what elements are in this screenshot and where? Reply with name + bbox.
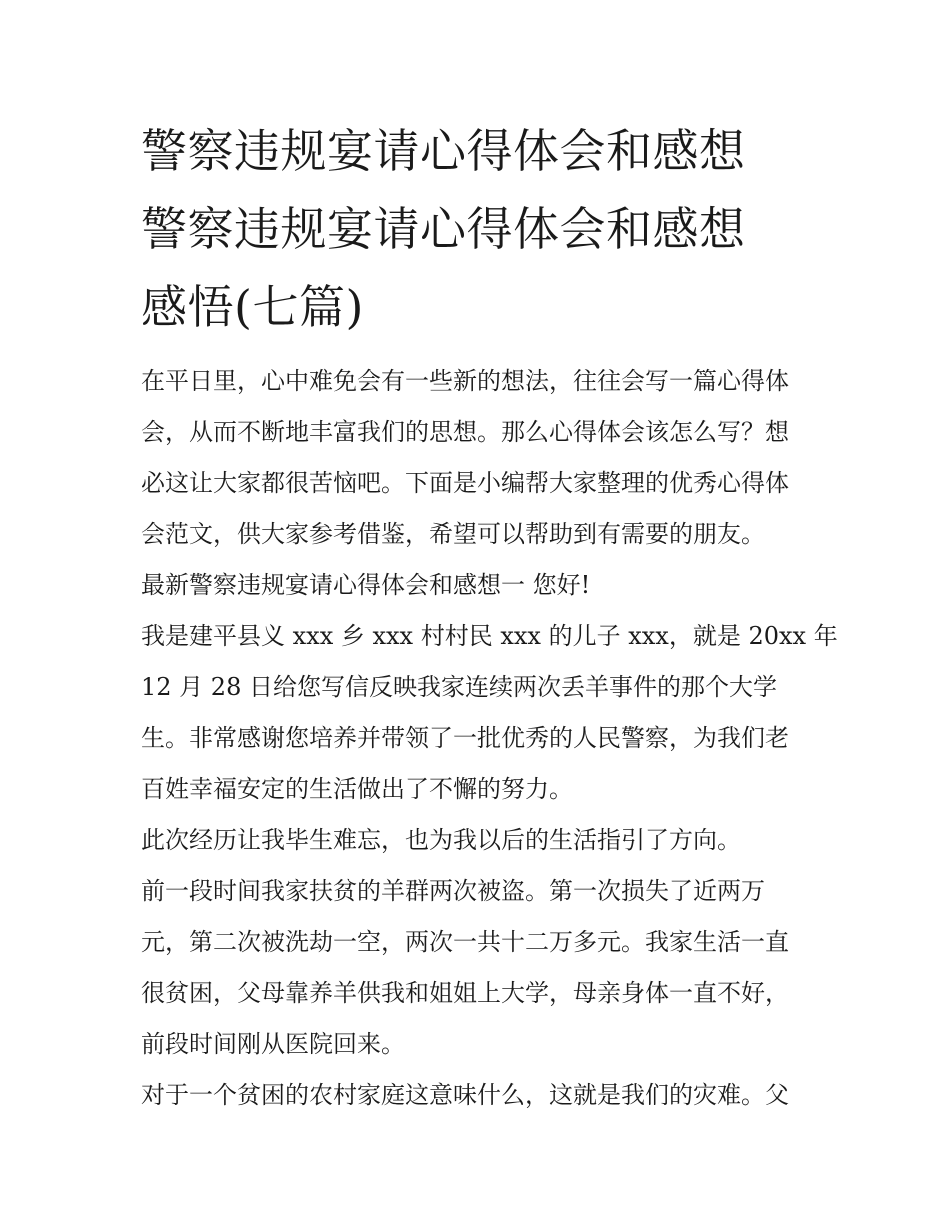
text-line: 很贫困，父母靠养羊供我和姐姐上大学，母亲身体一直不好， — [141, 979, 789, 1007]
title-line: 警察违规宴请心得体会和感想 — [141, 124, 746, 178]
document-title — [141, 112, 821, 346]
text-line: 在平日里，心中难免会有一些新的想法，往往会写一篇心得体 — [141, 367, 789, 395]
document-page — [141, 112, 838, 1121]
text-line: 前段时间刚从医院回来。 — [141, 1030, 405, 1058]
title-line: 警察违规宴请心得体会和感想 — [141, 202, 746, 256]
incident-paragraph — [141, 866, 821, 1070]
experience-paragraph — [141, 815, 821, 866]
text-line: 元，第二次被洗劫一空，两次一共十二万多元。我家生活一直 — [141, 928, 789, 956]
section-heading-paragraph — [141, 560, 821, 611]
text-line: 会范文，供大家参考借鉴，希望可以帮助到有需要的朋友。 — [141, 520, 765, 548]
text-line: 对于一个贫困的农村家庭这意味什么，这就是我们的灾难。父 — [141, 1081, 789, 1109]
intro-paragraph — [141, 356, 821, 560]
text-line: 百姓幸福安定的生活做出了不懈的努力。 — [141, 775, 573, 803]
letter-intro-paragraph — [141, 611, 838, 815]
text-line: 前一段时间我家扶贫的羊群两次被盗。第一次损失了近两万 — [141, 877, 765, 905]
text-line: 12 月 28 日给您写信反映我家连续两次丢羊事件的那个大学 — [141, 673, 777, 701]
text-line: 最新警察违规宴请心得体会和感想一 您好! — [141, 571, 591, 599]
title-line: 感悟(七篇) — [141, 280, 364, 334]
hardship-paragraph — [141, 1070, 821, 1121]
text-line: 此次经历让我毕生难忘，也为我以后的生活指引了方向。 — [141, 826, 741, 854]
text-line: 必这让大家都很苦恼吧。下面是小编帮大家整理的优秀心得体 — [141, 469, 789, 497]
text-line: 会，从而不断地丰富我们的思想。那么心得体会该怎么写？想 — [141, 418, 789, 446]
text-line: 我是建平县义 xxx 乡 xxx 村村民 xxx 的儿子 xxx，就是 20xx 年 — [141, 622, 838, 650]
text-line: 生。非常感谢您培养并带领了一批优秀的人民警察，为我们老 — [141, 724, 789, 752]
